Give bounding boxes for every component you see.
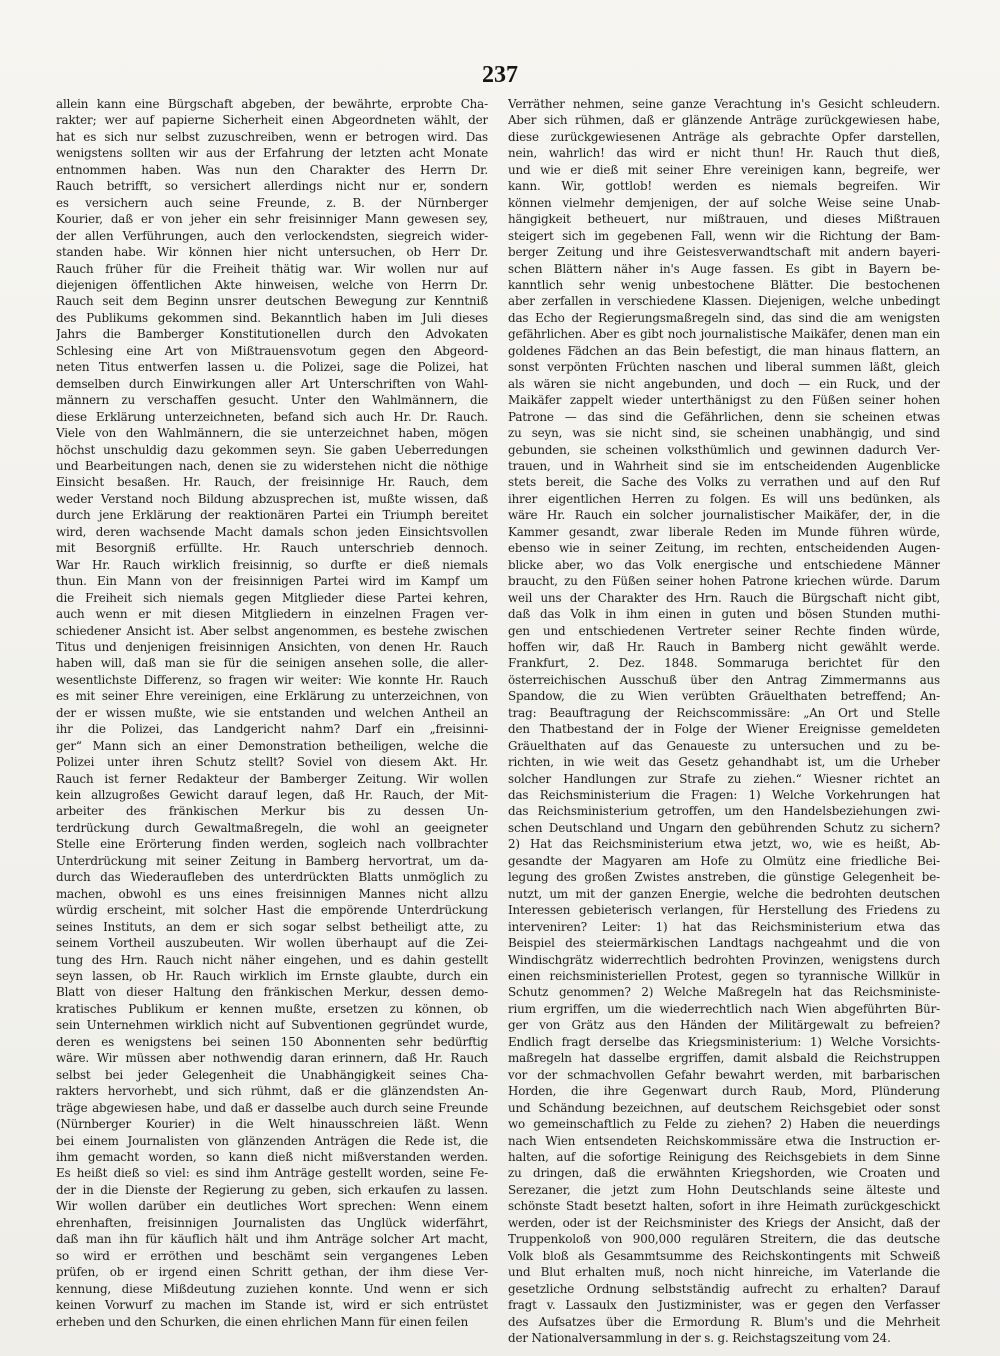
text-line: ihrer eigentlichen Herren zu folgen. Es will uns bedünken, als xyxy=(508,491,940,506)
text-line: gefährlichen. Aber es gibt noch journalistische Maikäfer, denen man ein xyxy=(508,327,940,342)
text-line: wäre Hr. Rauch ein solcher journalistischer Maikäfer, der, in die xyxy=(508,508,940,523)
text-line: legung des großen Zwistes anstreben, die günstige Gelegenheit be- xyxy=(508,870,940,885)
text-line: und Blut erhalten muß, noch nicht hinreiche, im Vaterlande die xyxy=(508,1265,940,1280)
text-line: Kourier, daß er von jeher ein sehr freisinniger Mann gewesen sey, xyxy=(56,212,488,227)
text-line: wäre. Wir müssen aber nothwendig daran erinnern, daß Hr. Rauch xyxy=(56,1051,488,1066)
text-line: so wird er erröthen und beschämt sein vergangenes Leben xyxy=(56,1248,488,1263)
text-line: ihm gemacht worden, so kann dieß nicht mißverstanden werden. xyxy=(56,1150,488,1164)
text-line: nutzt, um mit der ganzen Energie, welche die bedrohten deutschen xyxy=(508,886,940,901)
text-line: ihr die Polizei, das Landgericht nahm? Darf ein „freisinni- xyxy=(56,722,488,737)
text-line: selbst bei jeder Gelegenheit die Unabhängigkeit seines Cha- xyxy=(56,1067,488,1082)
text-line: ger von Grätz aus den Händen der Militärgewalt zu befreien? xyxy=(508,1018,940,1033)
text-line: höchst unschuldig dazu gekommen seyn. Sie gaben Ueberredungen xyxy=(56,442,488,457)
text-line: gebunden, sie scheinen volksthümlich und gewinnen dadurch Ver- xyxy=(508,442,940,457)
text-line: Viele von den Wahlmännern, die sie unterzeichnet haben, mögen xyxy=(56,426,488,441)
text-line: der allen Verführungen, auch den verlockendsten, siegreich wider- xyxy=(56,228,488,243)
text-line: zu dringen, daß die erwähnten Kriegshorden, wie Croaten und xyxy=(508,1166,940,1181)
text-line: Horden, die ihre Gegenwart durch Raub, Mord, Plünderung xyxy=(508,1084,940,1099)
page-number: 237 xyxy=(482,62,518,88)
text-line: Jahrs die Bamberger Konstitutionellen durch den Advokaten xyxy=(56,327,488,342)
text-line: stets bereit, die Sache des Volks zu verrathen und auf den Ruf xyxy=(508,475,940,490)
text-line: hängigkeit betheuert, nur mißtrauen, und dieses Mißtrauen xyxy=(508,212,940,227)
text-line: gesandte der Magyaren am Hofe zu Olmütz eine friedliche Bei- xyxy=(508,853,940,868)
text-line: steigert sich im gegebenen Fall, wenn wir die Richtung der Bam- xyxy=(508,228,940,243)
text-line: der Nationalversammlung in der s. g. Reichstagszeitung vom 24. xyxy=(508,1330,891,1345)
text-line: Wir wollen darüber ein deutliches Wort sprechen: Wenn einem xyxy=(56,1199,488,1214)
text-line: daß das Volk in ihm einen in guten und bösen Stunden muthi- xyxy=(508,607,940,622)
text-line: aber zerfallen in verschiedene Klassen. Diejenigen, welche unbedingt xyxy=(508,294,940,309)
text-line: Stelle eine Erörterung finden werden, sogleich nach vollbrachter xyxy=(56,837,488,852)
text-line: nach Wien entsendeten Reichskommissäre etwa die Instruction er- xyxy=(508,1133,940,1148)
text-line: War Hr. Rauch wirklich freisinnig, so durfte er dieß niemals xyxy=(56,557,488,572)
text-line: schen Deutschland und Ungarn den gebührenden Schutz zu sichern? xyxy=(508,820,940,835)
text-line: bei einem Journalisten von glänzenden Anträgen die Rede ist, die xyxy=(56,1133,488,1148)
text-line: Volk bloß als Gesammtsumme des Reichskontingents mit Schweiß xyxy=(508,1248,940,1263)
text-line: diejenigen öffentlichen Akte hinweisen, welche von Herrn Dr. xyxy=(56,277,488,292)
text-line: Schutz genommen? 2) Welche Maßregeln hat das Reichsministe- xyxy=(508,985,940,1000)
text-line: kann. Wir, gottlob! werden es niemals begreifen. Wir xyxy=(508,179,940,194)
text-line: neten Titus entwerfen lassen u. die Polizei, sage die Polizei, hat xyxy=(56,360,488,375)
text-line: hoffen wir, daß Hr. Rauch in Bamberg nicht gewählt werde. xyxy=(508,639,940,654)
text-line: auch wenn er mit diesen Mitgliedern in einzelnen Fragen ver- xyxy=(56,607,488,622)
text-line: wesentlichste Differenz, so fragen wir weiter: Wie konnte Hr. Rauch xyxy=(56,672,488,687)
text-line: durch jene Erklärung der reaktionären Partei ein Triumph bereitet xyxy=(56,508,488,523)
text-line: durch das Wiederaufleben des unterdrückten Blatts unmöglich zu xyxy=(56,870,488,885)
text-line: arbeiter des fränkischen Merkur bis zu dessen Un- xyxy=(56,804,488,819)
text-line: berger Zeitung und ihre Geistesverwandtschaft mit andern bayeri- xyxy=(508,245,940,260)
text-line: entnommen haben. Was nun den Charakter des Herrn Dr. xyxy=(56,162,488,177)
text-line: den Thatbestand der in Folge der Wiener Ereignisse gemeldeten xyxy=(508,722,940,737)
text-line: der in die Dienste der Regierung zu geben, sich erkaufen zu lassen. xyxy=(56,1182,488,1197)
text-line: Kammer gesandt, zwar liberale Reden im Munde führen würde, xyxy=(508,524,940,539)
text-line: das Echo der Regierungsmaßregeln sind, das sind die am wenigsten xyxy=(508,310,940,325)
text-line: goldenes Fädchen an das Bein befestigt, die man hinaus flattern, an xyxy=(508,343,940,358)
text-line: kennung, diese Mißdeutung zuziehen konnte. Und wenn er sich xyxy=(56,1281,488,1296)
text-line: sonst verpönten Früchten naschen und liberal summen läßt, gleich xyxy=(508,360,940,375)
text-line: Interessen gebieterisch verlangen, für Herstellung des Friedens zu xyxy=(508,903,940,918)
text-line: sein Unternehmen wirklich nicht auf Subventionen gegründet wurde, xyxy=(56,1018,488,1033)
text-line: machen, obwohl es uns eines freisinnigen Mannes nicht allzu xyxy=(56,886,488,901)
text-line: Windischgrätz widerrechtlich bedrohten Provinzen, wenigstens durch xyxy=(508,952,940,967)
text-line: Serezaner, die jetzt zum Hohn Deutschlands seine älteste und xyxy=(508,1182,940,1197)
text-line: das Reichsministerium getroffen, um den Handelsbeziehungen zwi- xyxy=(508,804,940,819)
text-line: blicke aber, wo das Volk energische und entschiedene Männer xyxy=(508,557,940,572)
text-line: keinen Vorwurf zu machen im Stande ist, wird er sich entrüstet xyxy=(56,1298,488,1313)
text-line: einen reichsministeriellen Protest, gegen so tyrannische Willkür in xyxy=(508,969,940,984)
text-line: das Reichsministerium die Fragen: 1) Welche Vorkehrungen hat xyxy=(508,788,940,803)
text-line: es mit seiner Ehre vereinigen, eine Erklärung zu unterzeichnen, von xyxy=(56,689,488,704)
text-line: mit Besorgniß erfüllte. Hr. Rauch unterschrieb dennoch. xyxy=(56,541,488,556)
text-line: fragt v. Lassaulx den Justizminister, was er gegen den Verfasser xyxy=(508,1298,940,1313)
text-line: nein, wahrlich! das wird er nicht thun! Hr. Rauch thut dieß, xyxy=(508,146,940,161)
text-line: terdrückung durch Gewaltmaßregeln, die wohl an geeigneter xyxy=(56,820,488,835)
text-line: trauen, und in Wahrheit sind sie im entscheidenden Augenblicke xyxy=(508,458,940,473)
text-line: daß man ihn für käuflich hält und ihm Anträge solcher Art macht, xyxy=(56,1232,488,1247)
text-line: weil uns der Charakter des Hrn. Rauch die Bürgschaft nicht gibt, xyxy=(508,590,940,605)
text-line: Unterdrückung mit seiner Zeitung in Bamberg hervortrat, um da- xyxy=(56,853,488,868)
text-line: Aber sich rühmen, daß er glänzende Anträge zurückgewiesen habe, xyxy=(508,113,940,128)
text-line: solcher Handlungen zur Strafe zu ziehen.“ Wiesner richtet an xyxy=(508,771,940,786)
text-line: würdig erscheint, mit solcher Hast die empörende Unterdrückung xyxy=(56,903,488,918)
text-line: diese zurückgewiesenen Anträge als gebrachte Opfer darstellen, xyxy=(508,129,940,144)
text-line: zu seyn, was sie nicht sind, sie scheinen unabhängig, und sind xyxy=(508,426,940,441)
text-line: Rauch ist ferner Redakteur der Bamberger Zeitung. Wir wollen xyxy=(56,771,488,786)
text-line: rakters hervorhebt, und sich rühmt, daß er die glänzendsten An- xyxy=(56,1084,488,1099)
text-line: Rauch seit dem Beginn unsrer deutschen Bewegung zur Kenntniß xyxy=(56,294,488,309)
text-line: haben will, daß man sie für die seinigen ansehen solle, die aller- xyxy=(56,656,488,671)
text-line: ehrenhaften, freisinnigen Journalisten das Unglück widerfährt, xyxy=(56,1215,488,1230)
text-line: schiedener Ansicht ist. Aber selbst angenommen, es bestehe zwischen xyxy=(56,623,488,638)
text-line: Einsicht besaßen. Hr. Rauch, der freisinnige Hr. Rauch, dem xyxy=(56,475,488,490)
text-line: Rauch früher für die Freiheit thätig war. Wir wollen nur auf xyxy=(56,261,488,276)
text-line: weder Verstand noch Bildung abzusprechen ist, mußte wissen, daß xyxy=(56,491,488,506)
text-line: österreichischen Ausschuß über den Antrag Zimmermanns aus xyxy=(508,672,940,687)
text-line: wenigstens sollten wir aus der Erfahrung der letzten acht Monate xyxy=(56,146,488,161)
text-line: und Schändung bezeichnen, auf deutschem Reichsgebiet oder sonst xyxy=(508,1100,940,1115)
text-line: des Aufsatzes über die Ermordung R. Blum's und die Mehrheit xyxy=(508,1314,940,1329)
text-line: braucht, zu den Füßen seiner hohen Patrone kriechen würde. Darum xyxy=(508,574,940,589)
text-line: schen Blättern näher in's Auge fassen. Es gibt in Bayern be- xyxy=(508,261,940,276)
text-line: die Freiheit sich niemals gegen Mitglieder diese Partei kehren, xyxy=(56,590,488,605)
text-line: träge abgewiesen habe, und daß er dasselbe auch durch seine Freunde xyxy=(56,1100,488,1115)
text-line: Schlesing eine Art von Mißtrauensvotum gegen den Abgeord- xyxy=(56,343,488,358)
text-line: Gräuelthaten auf das Genaueste zu untersuchen und zu be- xyxy=(508,738,940,753)
text-line: Blatt von dieser Haltung den fränkischen Merkur, dessen demo- xyxy=(56,985,488,1000)
text-line: Frankfurt, 2. Dez. 1848. Sommaruga berichtet für den xyxy=(508,656,940,671)
text-line: Truppenkoloß von 900,000 regulären Streitern, die das deutsche xyxy=(508,1232,940,1247)
text-line: halten, auf die sofortige Reinigung des Reichsgebiets in dem Sinne xyxy=(508,1150,940,1164)
text-line: rium ergriffen, um die wiederrechtlich nach Wien abgeführten Bür- xyxy=(508,1001,940,1016)
text-line: ger“ Mann sich an einer Demonstration betheiligen, welche die xyxy=(56,738,488,753)
text-line: kanntlich sehr wenig unbestochene Blätter. Die bestochenen xyxy=(508,277,940,292)
text-line: ebenso wie in seiner Zeitung, im rechten, entscheidenden Augen- xyxy=(508,541,940,556)
text-line: interveniren? Leiter: 1) hat das Reichsministerium etwa das xyxy=(508,919,940,934)
text-line: Spandow, die zu Wien verübten Gräuelthaten betreffend; An- xyxy=(508,689,940,704)
text-line: wird, deren wachsende Macht damals schon jeden Einsichtsvollen xyxy=(56,524,488,539)
text-line: richten, in wie weit das Gesetz gehandhabt ist, um die Urheber xyxy=(508,755,940,770)
text-line: deren es wenigstens bei seinen 150 Abonnenten sehr bedürftig xyxy=(56,1034,488,1049)
text-line: als wären sie nicht angebunden, und doch — ein Ruck, und der xyxy=(508,376,940,391)
text-line: Rauch betrifft, so versichert allerdings nicht nur er, sondern xyxy=(56,179,488,194)
text-line: demselben durch Einwirkungen aller Art Unterschriften von Wahl- xyxy=(56,376,488,391)
text-line: schönste Stadt besetzt halten, sofort in ihre Heimath zurückgeschickt xyxy=(508,1199,940,1214)
text-line: thun. Ein Mann von der freisinnigen Partei wird im Kampf um xyxy=(56,574,488,589)
text-line: können vielmehr demjenigen, der auf solche Weise seine Unab- xyxy=(508,195,940,210)
text-line: tung des Hrn. Rauch nicht näher eingehen, und es dahin gestellt xyxy=(56,952,488,967)
text-line: und Bearbeitungen nach, denen sie zu widerstehen nicht die nöthige xyxy=(56,458,488,473)
text-line: werden, oder ist der Reichsminister des Kriegs der Ansicht, daß der xyxy=(508,1215,940,1230)
text-line: Polizei unter ihren Schutz stellt? Soviel von diesem Akt. Hr. xyxy=(56,755,488,770)
text-line: erheben und den Schurken, die einen ehrlichen Mann für einen feilen xyxy=(56,1314,469,1329)
text-line: gesetzliche Ordnung selbstständig aufrecht zu erhalten? Darauf xyxy=(508,1281,940,1296)
text-line: vor der schmachvollen Gefahr bewahrt werden, mit barbarischen xyxy=(508,1067,940,1082)
text-line: allein kann eine Bürgschaft abgeben, der bewährte, erprobte Cha- xyxy=(56,97,488,111)
text-line: seyn lassen, ob Hr. Rauch wirklich im Ernste glaubte, durch ein xyxy=(56,969,488,984)
text-line: trag: Beauftragung der Reichscommissäre: „An Ort und Stelle xyxy=(508,705,940,720)
text-line: maßregeln hat dasselbe ergriffen, damit alsbald die Reichstruppen xyxy=(508,1051,940,1066)
text-line: Es heißt dieß so viel: es sind ihm Anträge gestellt worden, seine Fe- xyxy=(56,1166,488,1181)
text-line: Verräther nehmen, seine ganze Verachtung in's Gesicht schleudern. xyxy=(508,97,940,111)
text-line: seinem Vortheil auszubeuten. Wir wollen überhaupt auf die Zei- xyxy=(56,936,488,951)
text-line: es versichern auch seine Freunde, z. B. der Nürnberger xyxy=(56,195,488,210)
text-line: Titus und denjenigen freisinnigen Ansichten, von denen Hr. Rauch xyxy=(56,639,488,654)
text-line: rakter; wer auf papierne Sicherheit einen Abgeordneten wählt, der xyxy=(56,113,488,128)
text-line: 2) Hat das Reichsministerium etwa jetzt, wo, wie es heißt, Ab- xyxy=(508,837,940,852)
text-line: seines Instituts, an dem er sich sogar selbst betheiligt atte, zu xyxy=(56,919,488,934)
text-line: gen und entschiedenen Vertreter seiner Rechte finden würde, xyxy=(508,623,940,638)
text-line: hat es sich nur selbst zuzuschreiben, wenn er betrogen wird. Das xyxy=(56,129,488,144)
text-line: standen habe. Wir können hier nicht untersuchen, ob Herr Dr. xyxy=(56,245,488,260)
right-column xyxy=(508,96,940,1346)
text-line: prüfen, ob er irgend einen Schritt gethan, der ihm diese Ver- xyxy=(56,1265,488,1280)
text-line: (Nürnberger Kourier) in die Welt hinausschreien läßt. Wenn xyxy=(56,1117,488,1132)
text-line: kratisches Publikum er kennen mußte, ersetzen zu können, ob xyxy=(56,1001,488,1016)
text-line: kein allzugroßes Gewicht darauf legen, daß Hr. Rauch, der Mit- xyxy=(56,788,488,803)
text-line: Maikäfer zappelt wieder unterthänigst zu den Füßen seiner hohen xyxy=(508,393,940,408)
left-column xyxy=(56,96,488,1330)
text-line: Patrone — das sind die Gefährlichen, denn sie scheinen etwas xyxy=(508,409,940,424)
text-line: diese Erklärung unterzeichneten, befand sich auch Hr. Dr. Rauch. xyxy=(56,409,488,424)
text-line: Beispiel des steiermärkischen Landtags nachgeahmt und die von xyxy=(508,936,940,951)
text-line: wo gemeinschaftlich zu Felde zu ziehen? 2) Haben die neuerdings xyxy=(508,1117,940,1132)
text-line: männern zu verschaffen gesucht. Unter den Wahlmännern, die xyxy=(56,393,488,408)
text-line: der er wissen mußte, wie sie entstanden und welchen Antheil an xyxy=(56,705,488,720)
text-line: des Publikums gekommen sind. Bekanntlich haben im Juli dieses xyxy=(56,310,488,325)
text-line: Endlich fragt derselbe das Kriegsministerium: 1) Welche Vorsichts- xyxy=(508,1034,940,1049)
text-line: und wie er dieß mit seiner Ehre vereinigen kann, begreife, wer xyxy=(508,162,940,177)
